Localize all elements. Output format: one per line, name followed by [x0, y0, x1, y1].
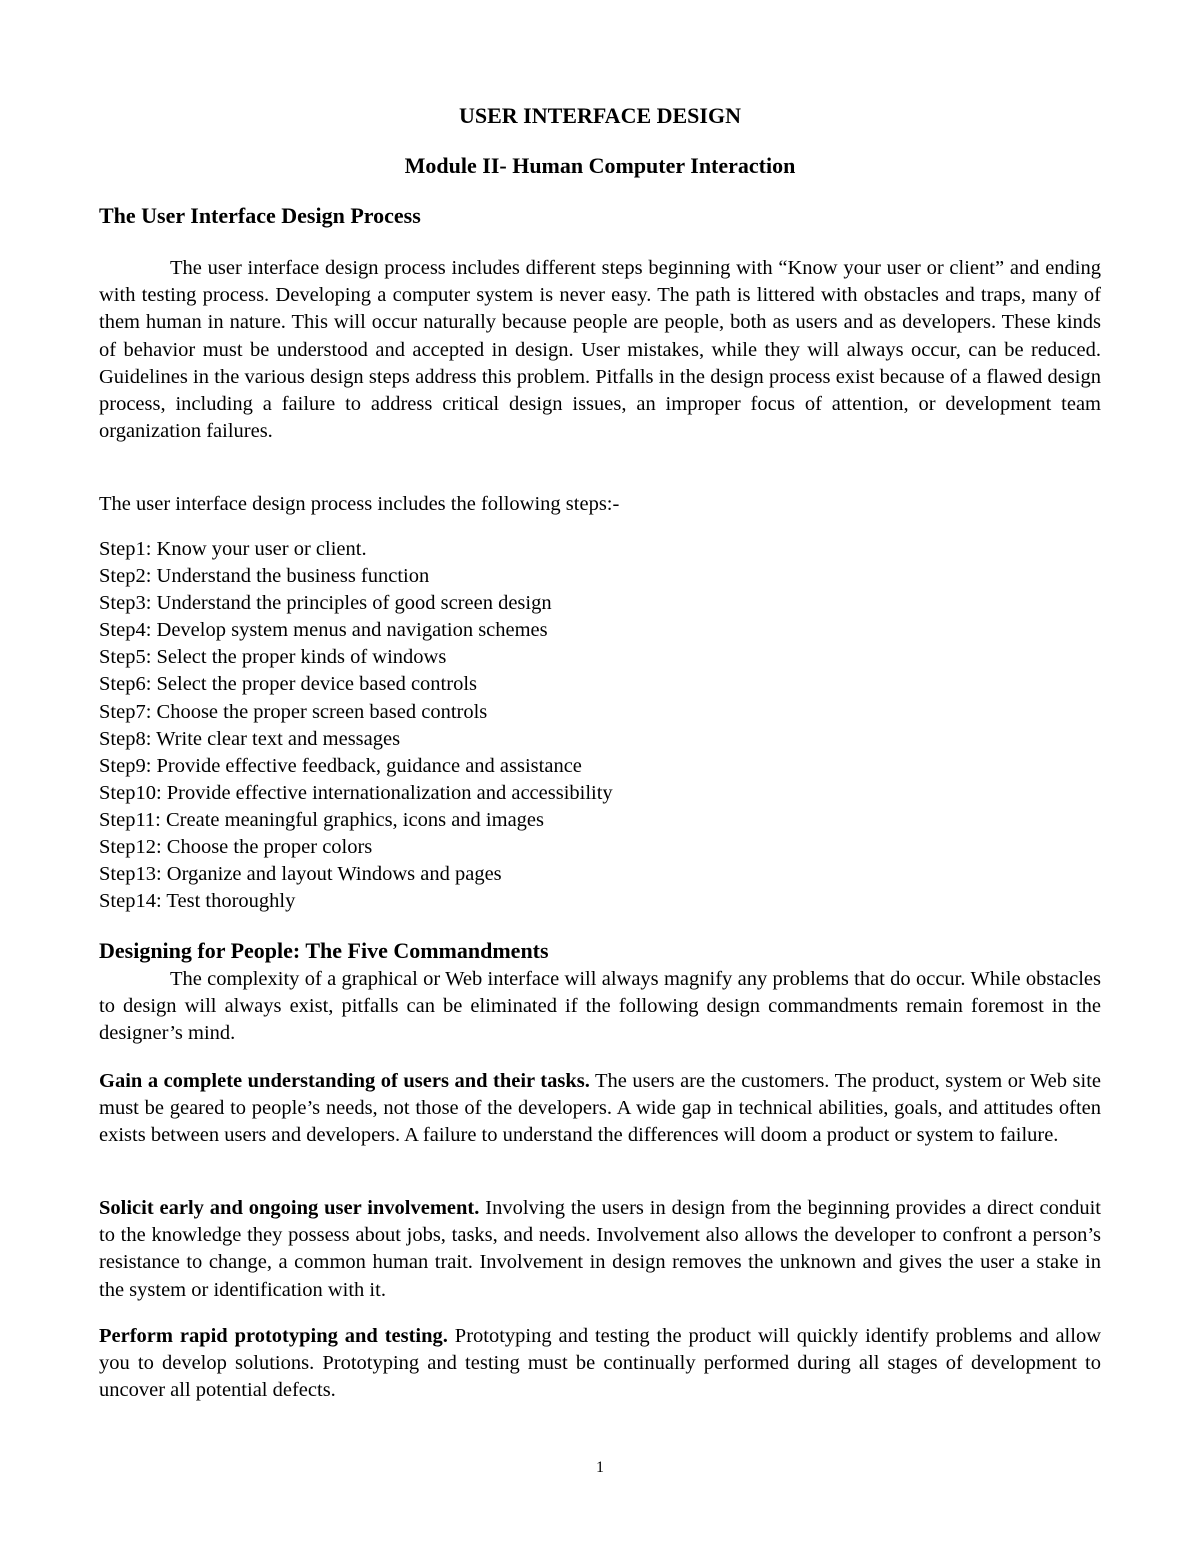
step-item: Step9: Provide effective feedback, guidance and assistance: [99, 754, 582, 777]
commandment-text: Prototyping and testing the product will quickly identify problems and allow you to develop solutions. Prototyping and testing must be continually performed during all stages of development to uncover all potential defects.: [99, 1325, 1101, 1402]
commandment-text: Involving the users in design from the beginning provides a direct conduit to the knowledge they possess about jobs, tasks, and needs. Involvement also allows the developer to confront a person’s resistance to change, a common human trait. Involvement in design removes the unknown and gives the user a stake in the system or identification with it.: [99, 1197, 1101, 1301]
section-heading-design-process: The User Interface Design Process: [99, 203, 421, 228]
commandment-lead: Gain a complete understanding of users and their tasks.: [99, 1070, 590, 1092]
step-item: Step12: Choose the proper colors: [99, 836, 373, 859]
step-item: Step13: Organize and layout Windows and pages: [99, 863, 502, 886]
step-item: Step3: Understand the principles of good screen design: [99, 592, 552, 615]
step-item: Step2: Understand the business function: [99, 565, 430, 588]
step-item: Step6: Select the proper device based controls: [99, 673, 477, 696]
step-item: Step1: Know your user or client.: [99, 538, 367, 560]
commandment-paragraph: [99, 1068, 1101, 1150]
document-title: USER INTERFACE DESIGN: [459, 103, 741, 128]
step-item: Step10: Provide effective internationalization and accessibility: [99, 781, 613, 804]
step-item: Step14: Test thoroughly: [99, 890, 296, 913]
module-title: Module II- Human Computer Interaction: [404, 153, 796, 178]
step-item: Step11: Create meaningful graphics, icons and images: [99, 808, 544, 831]
page-number: 1: [596, 1459, 604, 1476]
intro-paragraph: The user interface design process includes different steps beginning with “Know your user or client” and ending with testing process. Developing a computer system is never easy. The path is littered with obstacles and traps, many of them human in nature. This will occur naturally because people are people, both as users and as developers. These kinds of behavior must be understood and accepted in design. User mistakes, while they will always occur, can be reduced. Guidelines in the various design steps address this problem. Pitfalls in the design process exist because of a flawed design process, including a failure to address critical design issues, an improper focus of attention, or development team organization failures.: [99, 257, 1101, 443]
step-item: Step8: Write clear text and messages: [99, 727, 401, 750]
step-item: Step7: Choose the proper screen based controls: [99, 700, 488, 723]
steps-list: [99, 536, 613, 915]
commandment-text: The users are the customers. The product, system or Web site must be geared to people’s needs, not those of the developers. A wide gap in technical abilities, goals, and attitudes often exists between users and developers. A failure to understand the differences will doom a product or system to failure.: [99, 1070, 1101, 1147]
steps-intro: The user interface design process includes the following steps:-: [99, 493, 620, 515]
step-item: Step5: Select the proper kinds of windows: [99, 646, 447, 669]
section-heading-five-commandments: Designing for People: The Five Commandments: [99, 938, 549, 963]
commandment-paragraph: [99, 1195, 1101, 1304]
commandment-lead: Perform rapid prototyping and testing.: [99, 1325, 448, 1347]
step-item: Step4: Develop system menus and navigation schemes: [99, 619, 548, 642]
commandments-intro-paragraph: The complexity of a graphical or Web interface will always magnify any problems that do occur. While obstacles to design will always exist, pitfalls can be eliminated if the following design commandments remain foremost in the designer’s mind.: [99, 968, 1101, 1045]
commandment-lead: Solicit early and ongoing user involvement.: [99, 1197, 480, 1219]
commandment-paragraph: [99, 1323, 1101, 1405]
